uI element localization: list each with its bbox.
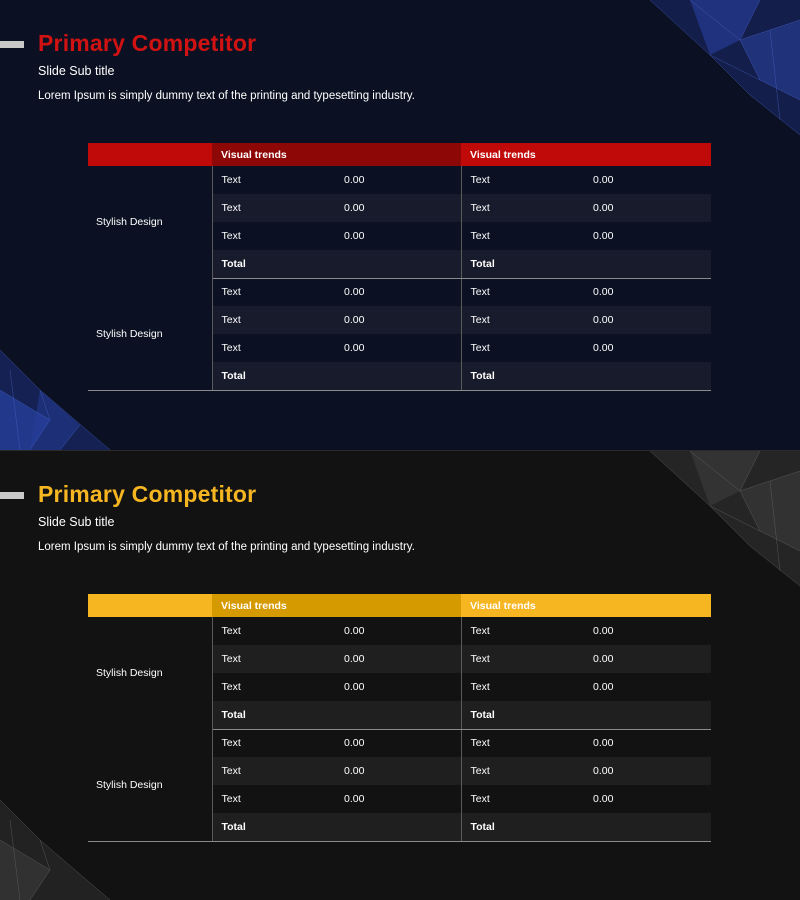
table-row — [88, 278, 711, 306]
total-label: Total — [461, 250, 593, 278]
table-header-row — [88, 143, 711, 166]
empty-cell — [593, 813, 711, 841]
header-cell: Visual trends — [461, 143, 711, 166]
cell-text: Text — [221, 230, 241, 242]
slide-title: Primary Competitor — [38, 481, 257, 507]
cell-value: 0.00 — [344, 222, 461, 250]
cell-value: 0.00 — [344, 785, 461, 813]
cell-value: 0.00 — [593, 757, 711, 785]
empty-cell — [344, 250, 461, 278]
total-label: Total — [461, 813, 593, 841]
cell-value: 0.00 — [344, 334, 461, 362]
cell-text: Text — [221, 286, 241, 299]
cell-text: Text — [221, 342, 241, 354]
group-label: Stylish Design — [88, 617, 212, 729]
cell-value: 0.00 — [593, 625, 614, 637]
total-label: Total — [212, 813, 344, 841]
total-label: Total — [461, 701, 593, 729]
slide-subtitle: Slide Sub title — [38, 515, 115, 529]
cell-value: 0.00 — [344, 729, 461, 757]
cell-text: Text — [221, 681, 241, 693]
cell-value: 0.00 — [344, 617, 461, 645]
header-cell: Visual trends — [212, 594, 461, 617]
total-label: Total — [212, 701, 344, 729]
cell-text: Text — [461, 194, 593, 222]
cell-value: 0.00 — [344, 645, 461, 673]
cell-text: Text — [212, 645, 344, 673]
cell-value: 0.00 — [593, 342, 614, 354]
cell-text: Text — [212, 306, 344, 334]
cell-text: Text — [461, 757, 593, 785]
cell-text: Text — [221, 625, 241, 637]
header-cell: Visual trends — [461, 594, 711, 617]
cell-text: Text — [470, 230, 490, 242]
table-row — [88, 617, 711, 645]
cell-text: Text — [212, 757, 344, 785]
cell-value: 0.00 — [344, 673, 461, 701]
cell-text: Text — [470, 625, 490, 637]
cell-value: 0.00 — [344, 166, 461, 194]
polygon-mesh-decoration — [630, 0, 800, 135]
cell-value: 0.00 — [344, 757, 461, 785]
total-label: Total — [212, 250, 344, 278]
cell-text: Text — [470, 174, 490, 186]
table-row — [88, 166, 711, 194]
slide-subtitle: Slide Sub title — [38, 64, 115, 78]
header-cell: Visual trends — [212, 143, 461, 166]
polygon-mesh-decoration — [630, 451, 800, 586]
empty-cell — [344, 362, 461, 390]
comparison-table — [88, 594, 711, 842]
empty-cell — [593, 701, 711, 729]
cell-text: Text — [470, 342, 490, 354]
cell-value: 0.00 — [593, 174, 614, 186]
cell-value: 0.00 — [593, 286, 614, 299]
table-row — [88, 729, 711, 757]
slide-2 — [0, 450, 800, 900]
cell-text: Text — [470, 737, 490, 750]
group-label: Stylish Design — [88, 278, 212, 390]
cell-value: 0.00 — [593, 645, 711, 673]
group-label: Stylish Design — [88, 166, 212, 278]
cell-value: 0.00 — [593, 230, 614, 242]
table-header-row — [88, 594, 711, 617]
group-label: Stylish Design — [88, 729, 212, 841]
comparison-table — [88, 143, 711, 391]
accent-bar — [0, 492, 24, 499]
cell-text: Text — [212, 194, 344, 222]
cell-text: Text — [470, 793, 490, 805]
empty-cell — [593, 250, 711, 278]
total-label: Total — [212, 362, 344, 390]
cell-text: Text — [221, 737, 241, 750]
cell-value: 0.00 — [344, 278, 461, 306]
slide-title: Primary Competitor — [38, 30, 257, 56]
cell-value: 0.00 — [593, 194, 711, 222]
header-cell — [88, 594, 212, 617]
cell-value: 0.00 — [593, 681, 614, 693]
cell-value: 0.00 — [593, 737, 614, 750]
total-label: Total — [461, 362, 593, 390]
cell-text: Text — [470, 286, 490, 299]
empty-cell — [344, 813, 461, 841]
cell-text: Text — [221, 793, 241, 805]
empty-cell — [344, 701, 461, 729]
slide-body-text: Lorem Ipsum is simply dummy text of the printing and typesetting industry. — [38, 541, 415, 553]
cell-value: 0.00 — [344, 306, 461, 334]
accent-bar — [0, 41, 24, 48]
empty-cell — [593, 362, 711, 390]
cell-value: 0.00 — [344, 194, 461, 222]
cell-value: 0.00 — [593, 793, 614, 805]
slide-body-text: Lorem Ipsum is simply dummy text of the printing and typesetting industry. — [38, 90, 415, 102]
header-cell — [88, 143, 212, 166]
cell-text: Text — [461, 306, 593, 334]
cell-text: Text — [461, 645, 593, 673]
cell-text: Text — [470, 681, 490, 693]
cell-value: 0.00 — [593, 306, 711, 334]
cell-text: Text — [221, 174, 241, 186]
